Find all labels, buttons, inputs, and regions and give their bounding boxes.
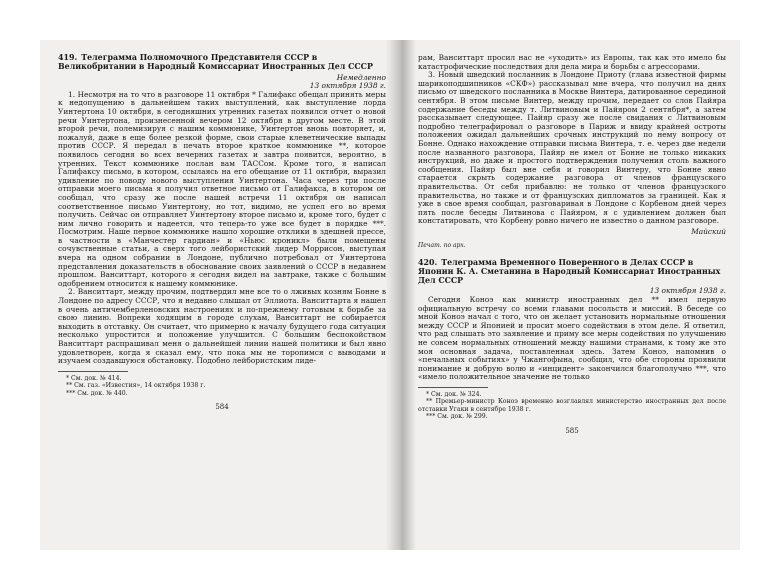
page-number: 584 <box>215 403 229 411</box>
doc-title: Телеграмма Временного Поверенного в Делах СССР в Японии К. А. Сметанина в Народный Комиссариат Иностранных Дел СССР <box>418 258 721 285</box>
print-note: Печат. по арх. <box>418 242 466 250</box>
footnote: ** См. газ. «Известия», 14 октября 1938 г. <box>66 382 206 390</box>
doc-number: 420. <box>418 258 438 268</box>
footnote: ** Премьер-министр Коноэ временно возглавлял министерство иностранных дел после отставки Угаки в сентябре 1938 г. <box>418 398 726 413</box>
paragraph: 1. Несмотря на то что в разговоре 11 октября * Галифакс обещал принять меры к недопущению в дальнейшем таких выступлений, как выступление лорда Уинтертона 10 октября, в сегодняшних утренних газетах появился отчет о новой речи Уинтертона, произнесенной вечером 12 октября в другом месте. В этой второй речи, полемизируя с нашим коммюнике, Уинтертон вновь повторяет, и, пожалуй, даже в еще более резкой форме, свои старые клеветнические выпады против СССР. Я передал в печать второе краткое коммюнике **, которое появилось сегодня во всех вечерних газетах и завтра появится, вероятно, в утренних. Текст коммюнике послан вам ТАССом. Кроме того, я написал Галифаксу письмо, в котором, ссылаясь на его обещание от 11 октября, выразил удивление по поводу нового выступления Уинтертона. Часа через три после отправки моего письма я получил ответное письмо от Галифакса, в котором он сообщал, что сразу же после нашей встречи 11 октября он написал соответственное письмо Уинтертону, но тот, видимо, не успел его во время получить. Сейчас он отправляет Уинтертону второе письмо и, кроме того, будет с ним лично говорить и надеется, что теперь-то уже все будет в порядке ***. Посмотрим. Наше первое коммюнике нашло хорошие отклики в здешней прессе, в частности в «Манчестер гардиан» и «Ньюс кроникл» были помещены сочувственные статьи, а сверх того лейбористский лидер Моррисон, выступая вчера на одном собрании в Лондоне, публично потребовал от Уинтертона представления доказательств в обоснование своих заявлений о СССР в недавнем прошлом. Ванситтарт, которого я сегодня видел на завтраке, также с большим одобрением относится к нашему коммюнике. <box>58 89 386 288</box>
footnote-rule <box>58 371 128 372</box>
footnote: *** См. док. № 440. <box>66 389 128 397</box>
right-page <box>418 54 726 435</box>
signature: Майский <box>691 226 726 236</box>
doc-date: 13 октября 1938 г. <box>649 286 726 296</box>
doc-date: 13 октября 1938 г. <box>309 81 386 91</box>
doc-heading-419 <box>58 54 386 72</box>
footnote: * См. док. № 414. <box>66 374 122 382</box>
paragraph: рам, Ванситтарт просил нас не «уходить» из Европы, так как это имело бы катастрофические последствия для дела мира и борьбы с агрессорами. <box>418 53 726 71</box>
doc-number: 419. <box>58 53 78 62</box>
left-page <box>58 54 386 412</box>
page-number: 585 <box>565 426 579 435</box>
footnotes <box>58 371 386 397</box>
footnote: * См. док. № 324. <box>426 390 482 398</box>
footnotes <box>418 387 726 421</box>
footnote-rule <box>418 387 488 388</box>
paragraph: Сегодня Коноэ как министр иностранных дел ** имел первую официальную встречу со всеми главами посольств и миссий. В беседе со мной Коноэ начал с того, что он желает установить нормальные отношения между СССР и Японией и просит моего содействия в этом деле. Я ответил, что рад слышать это заявление и приму все меры содействия по улучшению не совсем нормальных отношений между нашими странами, к тому же это моя основная задача, поставленная здесь. Затем Коноэ, напомнив о «печальных событиях» у Чжангофына, сообщил, что обе стороны проявили понимание и добрую волю и «инцидент» закончился благополучно ***, что «имело положительное значение не только <box>418 295 726 382</box>
paragraph: 2. Ванситтарт, между прочим, подтвердил мне все то о лживых козням Бонне в Лондоне по адресу СССР, что я недавно слышал от Эллиота. Ванситтарта я нашел в очень античемберленовских настроениях и по-прежнему готовым к борьбе за свою линию. Вопреки ходящим в городе слухам, Ванситтарт не собирается выходить в отставку. Он считает, что примерно к началу будущего года ситуация несколько упростится и положение улучшится. С большим беспокойством Ванситтарт распрашивал меня о дальнейшей линии нашей политики и был явно удовлетворен, когда я сказал ему, что пока мы не торопимся с выводами и изучаем создавшуюся обстановку. Подобно лейбористским лиде- <box>58 287 386 366</box>
book-gutter <box>386 40 416 550</box>
urgency-mark: Немедленно <box>336 72 386 82</box>
doc-heading-420 <box>418 259 726 285</box>
footnote: *** См. док. № 299. <box>426 413 488 421</box>
doc-title: Телеграмма Полномочного Представителя СССР в Великобритании в Народный Комиссариат Иностранных Дел СССР <box>58 53 373 71</box>
book-spread <box>40 40 740 550</box>
paragraph: 3. Новый шведский посланник в Лондоне Приоту (глава известной фирмы шарикоподшипников «СКФ») рассказывал мне вчера, что получил на днях письмо от шведского посланника в Москве Винтера, датированное серединой сентября. В этом письме Винтер, между прочим, передает со слов Пайяра содержание беседы между т. Литвиновым и Пайяром 2 сентября*, а затем рассказывает следующее. Пайяр сразу же после свидания с Литвиновым подробно телеграфировал о разговоре в Париж и ввиду крайней остроты положения ожидал дальнейших срочных инструкций по нему вопросу от Бонне. Однако нахождение отправки письма Винтера, т. е. через две недели после названного разговора, Пайяр не имел от Бонне не только никаких инструкций, но даже и простого подтверждения получения столь важного сообщения. Пайяр был вне себя и говорил Винтеру, что Бонне явно старается скрыть содержание разговора от членов французского правительства. От себя прибавлю: не только от членов французского правительства, но также и от французских дипломатов за границей. Как я уже в свое время сообщал, разговаривая в Лондоне с Корбеном дней через пять после беседы Литвинова с Пайяром, я с удивлением должен был констатировать, что Корбену ровно ничего не известно о данном разговоре. <box>418 70 726 226</box>
